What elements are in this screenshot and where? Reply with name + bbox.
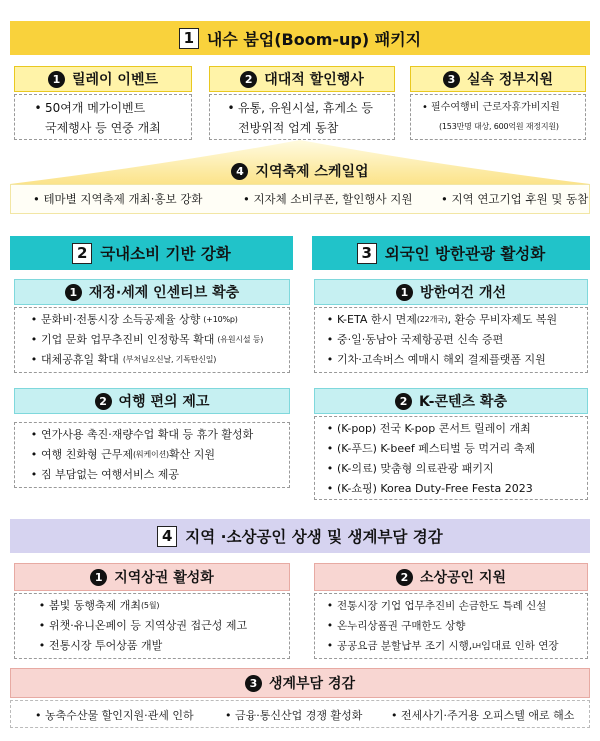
section3-block1-header: 1 방한여건 개선 — [314, 279, 588, 305]
list-item: • 대체공휴일 확대 (부처님오신날, 기독탄신일) — [30, 353, 217, 366]
circle-number-2: 2 — [240, 71, 257, 88]
section1-item2-header — [209, 66, 395, 92]
list-item: • 중·일·동남아 국제항공편 신속 증편 — [326, 333, 504, 346]
circle-number-1: 1 — [396, 284, 413, 301]
list-item-note: (153만명 대상, 600억원 재정지원) — [439, 122, 559, 131]
section2-block1-header: 1 재정·세제 인센티브 확충 — [14, 279, 290, 305]
section2-block2-box — [14, 422, 290, 488]
list-item: • 지역 연고기업 후원 및 동참 — [441, 192, 589, 206]
list-item: • 위챗·유니온페이 등 지역상권 접근성 제고 — [38, 619, 248, 632]
list-item: • 봄빛 동행축제 개최 (5월) — [38, 599, 160, 612]
section4-burden-header: 3 생계부담 경감 — [10, 668, 590, 698]
section4-block1-box — [14, 593, 290, 659]
list-item: • 금융·통신산업 경쟁 활성화 — [225, 709, 363, 722]
section1-title: 내수 붐업(Boom-up) 패키지 — [206, 29, 422, 49]
section4-title: 지역 ·소상공인 상생 및 생계부담 경감 — [185, 528, 443, 546]
circle-number-2: 2 — [95, 393, 112, 410]
festival-header — [10, 158, 590, 184]
list-item: • 온누리상품권 구매한도 상향 — [326, 620, 466, 632]
section1-item3-box — [410, 94, 586, 140]
list-item: • K-ETA 한시 면제 (22개국) , 환승 무비자제도 복원 — [326, 313, 558, 326]
section3-block2-box — [314, 416, 588, 500]
list-item: • 전통시장 기업 업무추진비 손금한도 특례 신설 — [326, 600, 547, 612]
list-item: • 여행 친화형 근무제 (워케이션) 확산 지원 — [30, 448, 215, 461]
circle-number-2: 2 — [395, 393, 412, 410]
section4-block1-header: 1 지역상권 활성화 — [14, 563, 290, 591]
list-item: • 전통시장 투어상품 개발 — [38, 639, 163, 652]
section3-block2-header: 2 K-콘텐츠 확충 — [314, 388, 588, 414]
section3-title: 외국인 방한관광 활성화 — [384, 245, 546, 263]
list-item-cont: 전방위적 업계 동참 — [238, 121, 339, 135]
section1-item1-header — [14, 66, 192, 92]
list-item: • 지자체 소비쿠폰, 할인행사 지원 — [243, 192, 413, 206]
list-item: • (K-푸드) K-beef 페스티벌 등 먹거리 축제 — [326, 442, 536, 455]
section1-item2-box — [209, 94, 395, 140]
list-item: • 전세사기·주거용 오피스텔 애로 해소 — [391, 709, 575, 722]
list-item: • 공공요금 분할납부 조기 시행, LH 임대료 인하 연장 — [326, 640, 559, 652]
list-item: • 연가사용 촉진·재량수업 확대 등 휴가 활성화 — [30, 428, 254, 441]
section1-item1-title: 릴레이 이벤트 — [71, 72, 159, 88]
festival-title: 지역축제 스케일업 — [255, 164, 369, 180]
list-item: • 짐 부담없는 여행서비스 제공 — [30, 468, 180, 481]
festival-bullets — [10, 184, 590, 214]
section1-item3-header — [410, 66, 586, 92]
section2-title: 국내소비 기반 강화 — [100, 245, 231, 263]
circle-number-1: 1 — [48, 71, 65, 88]
section3-number: 3 — [357, 243, 377, 264]
list-item: • 기업 문화 업무추진비 인정항목 확대 (유원시설 등) — [30, 333, 264, 346]
list-item: • (K-의료) 맞춤형 의료관광 패키지 — [326, 462, 494, 475]
section3-header — [312, 236, 590, 270]
section4-burden-bullets — [10, 700, 590, 728]
list-item: • 기차·고속버스 예매시 해외 결제플랫폼 지원 — [326, 353, 546, 366]
section2-header — [10, 236, 293, 270]
list-item: • 테마별 지역축제 개최·홍보 강화 — [33, 192, 203, 206]
section4-block2-box — [314, 593, 588, 659]
circle-number-3: 3 — [245, 675, 262, 692]
list-item: • 유통, 유원시설, 휴게소 등 — [227, 101, 373, 115]
list-item: • 농축수산물 할인지원·관세 인하 — [35, 709, 194, 722]
circle-number-1: 1 — [90, 569, 107, 586]
circle-number-2: 2 — [396, 569, 413, 586]
list-item: • (K-pop) 전국 K-pop 콘서트 릴레이 개최 — [326, 422, 531, 435]
list-item: • 필수여행비 근로자휴가비지원 — [422, 102, 560, 113]
section2-number: 2 — [72, 243, 92, 264]
section1-item1-box — [14, 94, 192, 140]
section2-block2-header: 2 여행 편의 제고 — [14, 388, 290, 414]
section1-item3-title: 실속 정부지원 — [466, 72, 554, 88]
section1-number: 1 — [179, 28, 199, 49]
section1-header — [10, 21, 590, 55]
section2-block1-box — [14, 307, 290, 373]
circle-number-3: 3 — [443, 71, 460, 88]
list-item: • 문화비·전통시장 소득공제율 상향 (+10%p) — [30, 313, 238, 326]
list-item: • (K-쇼핑) Korea Duty-Free Festa 2023 — [326, 482, 533, 495]
section3-block1-box — [314, 307, 588, 373]
section4-header — [10, 519, 590, 553]
list-item: • 50여개 메가이벤트 — [34, 101, 146, 115]
circle-number-1: 1 — [65, 284, 82, 301]
list-item-cont: 국제행사 등 연중 개최 — [45, 121, 161, 135]
section4-number: 4 — [157, 526, 177, 547]
section1-item2-title: 대대적 할인행사 — [264, 72, 364, 88]
circle-number-4: 4 — [231, 163, 248, 180]
section4-block2-header: 2 소상공인 지원 — [314, 563, 588, 591]
